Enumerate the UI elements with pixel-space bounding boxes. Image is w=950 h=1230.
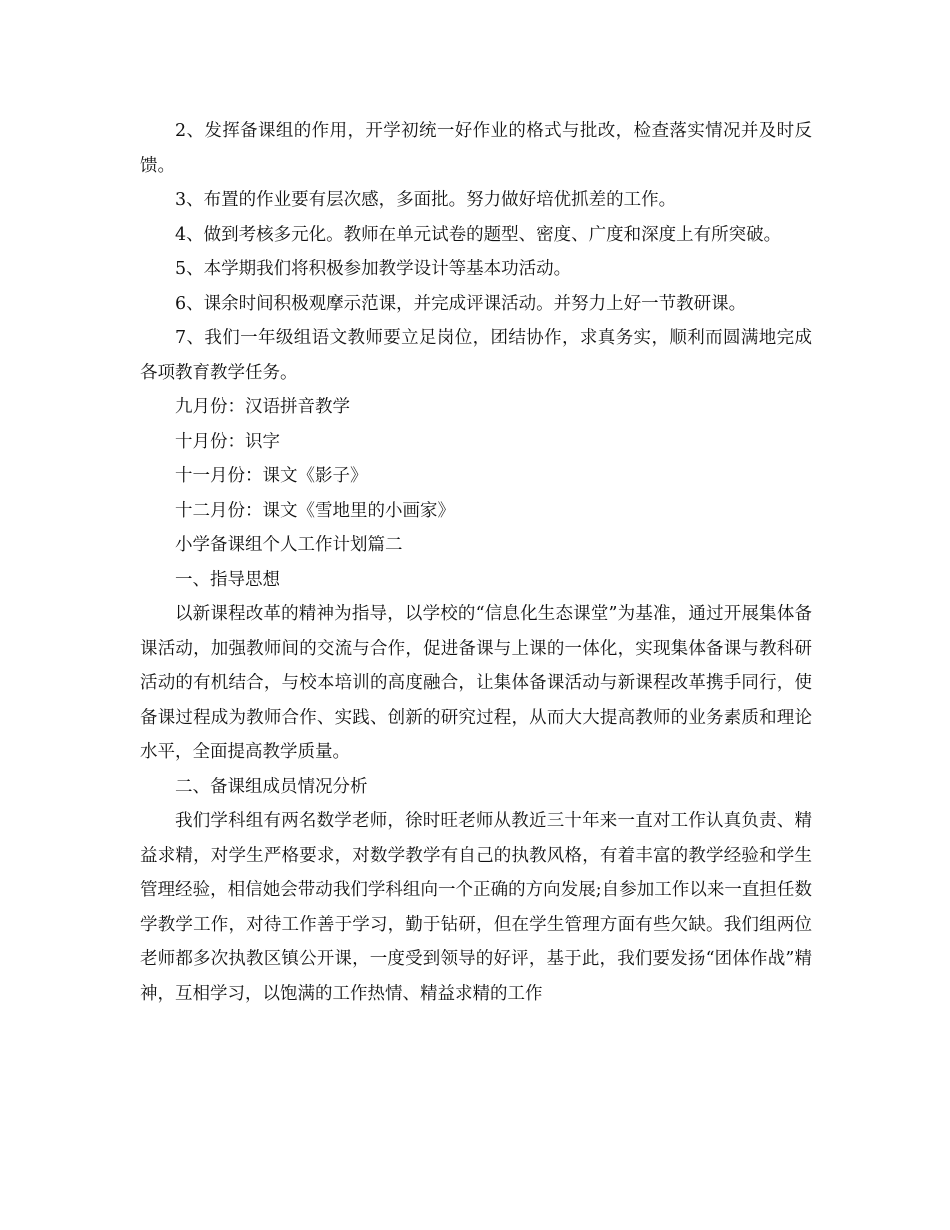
paragraph-item-3: 3、布置的作业要有层次感，多面批。努力做好培优抓差的工作。 xyxy=(175,190,677,210)
paragraph-item-6: 6、课余时间积极观摩示范课，并完成评课活动。并努力上好一节教研课。 xyxy=(175,293,747,314)
paragraph-item-7: 7、我们一年级组语文教师要立足岗位，团结协作，求真务实，顺利而圆满地完成各项教育教学任务。 xyxy=(140,328,812,383)
paragraph-member-analysis: 我们学科组有两名数学老师，徐时旺老师从教近三十年来一直对工作认真负责、精益求精，对学生严格要求，对数学教学有自己的执教风格，有着丰富的教学经验和学生管理经验，相信她会带动我们学科组向一个正确的方向发展;自参加工作以来一直担任数学教学工作，对待工作善于学习，勤于钻研，但在学生管理方面有些欠缺。我们组两位老师都多次执教区镇公开课，一度受到领导的好评，基于此，我们要发扬“团体作战”精神，互相学习，以饱满的工作热情、精益求精的工作 xyxy=(140,811,812,1004)
paragraph-item-2: 2、发挥备课组的作用，开学初统一好作业的格式与批改，检查落实情况并及时反馈。 xyxy=(140,121,812,176)
paragraph-guiding-ideology: 以新课程改革的精神为指导，以学校的“信息化生态课堂”为基准，通过开展集体备课活动，加强教师间的交流与合作，促进备课与上课的一体化，实现集体备课与教科研活动的有机结合，与校本培训的高度融合，让集体备课活动与新课程改革携手同行，使备课过程成为教师合作、实践、创新的研究过程，从而大大提高教师的业务素质和理论水平，全面提高教学质量。 xyxy=(140,604,812,762)
paragraph-item-5: 5、本学期我们将积极参加教学设计等基本功活动。 xyxy=(175,259,572,279)
schedule-september: 九月份：汉语拼音教学 xyxy=(175,397,350,417)
schedule-december: 十二月份：课文《雪地里的小画家》 xyxy=(175,500,455,521)
schedule-november: 十一月份：课文《影子》 xyxy=(175,466,368,486)
paragraph-item-4: 4、做到考核多元化。教师在单元试卷的题型、密度、广度和深度上有所突破。 xyxy=(175,224,782,245)
document-body xyxy=(140,114,812,1011)
section-title-part-two: 小学备课组个人工作计划篇二 xyxy=(175,535,403,555)
heading-guiding-ideology: 一、指导思想 xyxy=(175,569,280,590)
schedule-october: 十月份：识字 xyxy=(175,431,280,452)
heading-member-analysis: 二、备课组成员情况分析 xyxy=(175,776,368,797)
